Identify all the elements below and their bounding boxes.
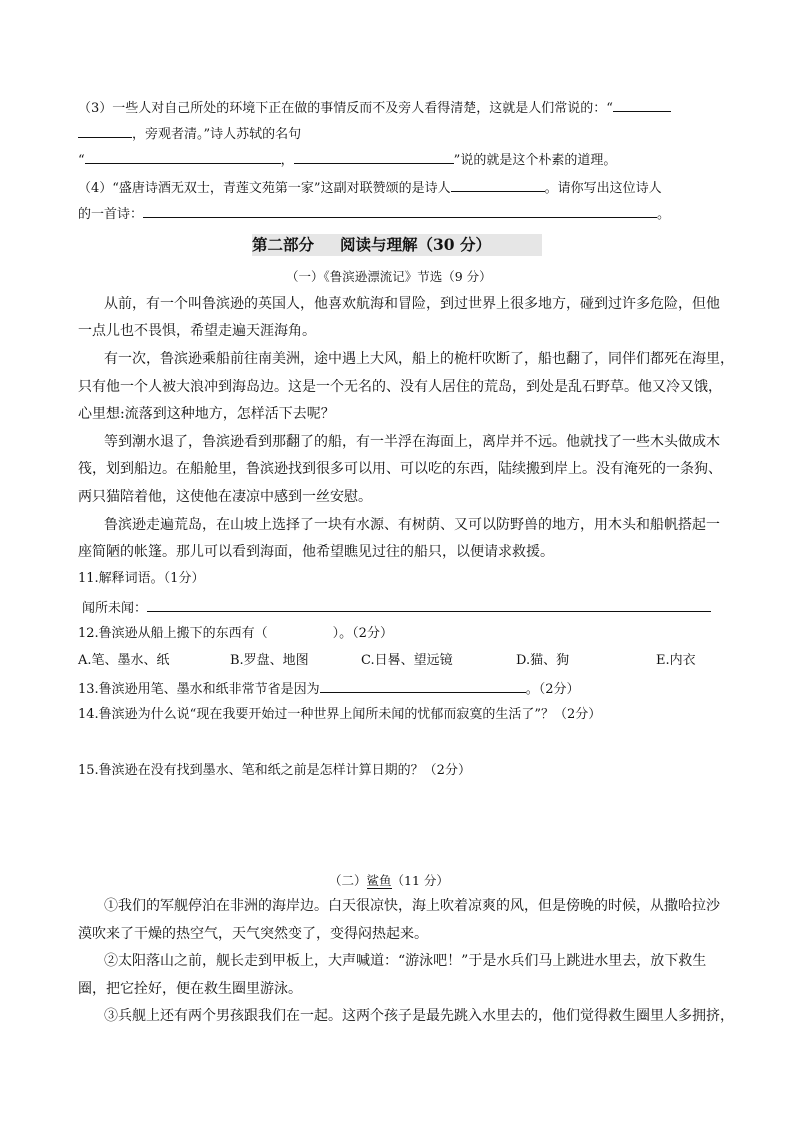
q13-text: 13.鲁滨逊用笔、墨水和纸非常节省是因为 (78, 682, 320, 697)
passage-line: 漠吹来了干燥的热空气，天气突然变了，变得闷热起来。 (78, 926, 428, 942)
q4-text: 。请你写出这位诗人 (544, 181, 662, 196)
answer-blank[interactable] (320, 679, 526, 693)
passage-line: ③兵舰上还有两个男孩跟我们在一起。这两个孩子是最先跳入水里去的，他们觉得救生圈里人多拥挤， (104, 1008, 734, 1024)
question-11-word (82, 598, 711, 618)
question-12: 12.鲁滨逊从船上搬下的东西有（ ）。（2分） (78, 626, 393, 641)
passage-line: 只有他一个人被大浪冲到海岛边。这是一个无名的、没有人居住的荒岛，到处是乱石野草。他又冷又饿， (78, 379, 722, 395)
question-11: 11.解释词语。（1分） (78, 571, 205, 586)
passage-line: 一点儿也不畏惧，希望走遍天涯海角。 (78, 323, 316, 339)
answer-blank[interactable] (613, 98, 671, 112)
q3-text: ”说的就是这个朴素的道理。 (453, 153, 617, 168)
q12-option[interactable]: D.猫、狗 (516, 653, 570, 668)
answer-blank[interactable] (451, 178, 545, 192)
passage-line: 有一次，鲁滨逊乘船前往南美洲，途中遇上大风，船上的桅杆吹断了，船也翻了，同伴们都死在海里， (104, 351, 734, 367)
passage-line: 从前，有一个叫鲁滨逊的英国人，他喜欢航海和冒险，到过世界上很多地方，碰到过许多危险，但他 (104, 296, 720, 312)
q4-text: 。 (657, 207, 671, 222)
passage-line: 两只猫陪着他，这使他在凄凉中感到一丝安慰。 (78, 489, 372, 505)
q4-line1 (78, 178, 662, 198)
passage-line: ②太阳落山之前，舰长走到甲板上，大声喊道：“游泳吧！”于是水兵们马上跳进水里去，放下救生 (104, 953, 707, 969)
q13-text: 。（2分） (525, 682, 580, 697)
section2-number: （二） (329, 873, 367, 888)
q4-text: 的一首诗： (78, 207, 144, 222)
answer-blank[interactable] (78, 124, 132, 138)
part2-title: 第二部分 (252, 235, 315, 254)
question-15: 15.鲁滨逊在没有找到墨水、笔和纸之前是怎样计算日期的？（2分） (78, 763, 471, 778)
question-14: 14.鲁滨逊为什么说“现在我要开始过一种世界上闻所未闻的忧郁而寂寞的生活了”？（2分） (78, 707, 602, 722)
quote-mark: “ (78, 153, 85, 168)
section2-score: （11 分） (391, 873, 449, 888)
q12-option[interactable]: B.罗盘、地图 (230, 653, 309, 668)
q3-line2 (78, 124, 301, 144)
q3-line3 (78, 150, 616, 170)
q3-text: ，旁观者清。”诗人苏轼的名句 (132, 127, 302, 142)
passage-line: 心里想:流落到这种地方，怎样活下去呢？ (78, 406, 335, 422)
q3-line1 (78, 98, 671, 118)
word-label: 闻所未闻： (82, 601, 148, 616)
q3-text: （3）一些人对自己所处的环境下正在做的事情反而不及旁人看得清楚，这就是人们常说的：“ (78, 101, 613, 116)
section2-title (329, 872, 449, 890)
passage-line: 筏，划到船边。在船舱里，鲁滨逊找到很多可以用、可以吃的东西，陆续搬到岸上。没有淹死的一条狗、 (78, 461, 722, 477)
passage-line: ①我们的军舰停泊在非洲的海岸边。白天很凉快，海上吹着凉爽的风，但是傍晚的时候，从撒哈拉沙 (104, 898, 720, 914)
comma: ， (280, 153, 294, 168)
answer-blank[interactable] (294, 150, 454, 164)
section1-title: （一）《鲁滨逊漂流记》节选（9 分） (286, 269, 492, 284)
q4-line2 (78, 204, 670, 224)
answer-blank[interactable] (85, 150, 281, 164)
question-13 (78, 679, 579, 699)
section2-word: 鲨鱼 (366, 873, 392, 888)
answer-blank[interactable] (147, 598, 711, 612)
q12-option[interactable]: E.内衣 (656, 653, 696, 668)
passage-line: 等到潮水退了，鲁滨逊看到那翻了的船，有一半浮在海面上，离岸并不远。他就找了一些木头做成木 (104, 434, 720, 450)
part2-heading (252, 234, 542, 256)
passage-line: 鲁滨逊走遍荒岛，在山坡上选择了一块有水源、有树荫、又可以防野兽的地方，用木头和船帆搭起一 (104, 517, 720, 533)
q12-option[interactable]: A.笔、墨水、纸 (78, 653, 170, 668)
passage-line: 圈，把它拴好，便在救生圈里游泳。 (78, 981, 302, 997)
answer-blank[interactable] (143, 204, 657, 218)
part2-subtitle: 阅读与理解（30 分） (340, 235, 491, 254)
passage-line: 座简陋的帐篷。那儿可以看到海面，他希望瞧见过往的船只，以便请求救援。 (78, 544, 554, 560)
q4-text: （4）“盛唐诗酒无双士，青莲文苑第一家”这副对联赞颂的是诗人 (78, 181, 451, 196)
q12-option[interactable]: C.日晷、望远镜 (361, 653, 453, 668)
